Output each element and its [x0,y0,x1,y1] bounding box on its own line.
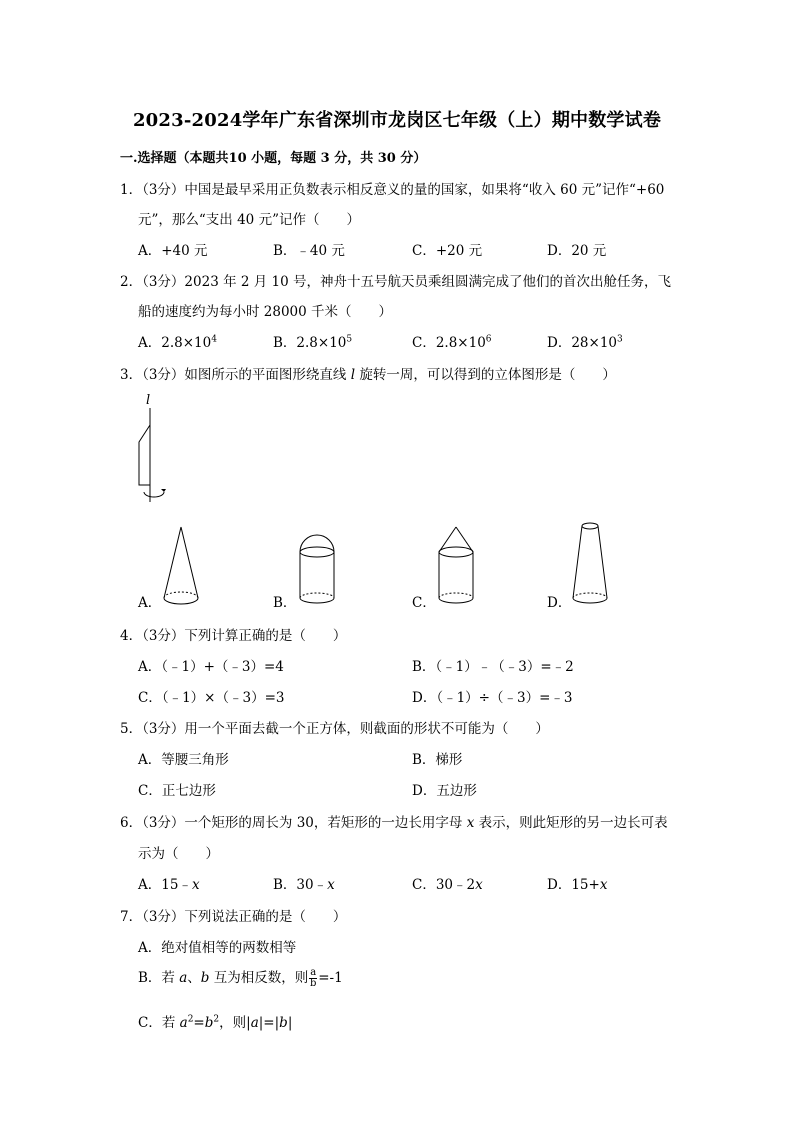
q7-option-b-post: =-1 [318,970,343,986]
q6-option-b-text: B．30﹣ [273,877,328,893]
q7-option-b-denominator: b [310,978,317,989]
q3-option-d: D． [547,595,572,611]
q6-stem-post: 表示，则此矩形的另一边长可表 [474,815,668,831]
q3-option-a-cone-figure [162,524,212,609]
q6-stem-pre: 6．（3分）一个矩形的周长为 30，若矩形的一边长用字母 [120,815,467,831]
q6-option-a [138,873,200,893]
q2-option-a-base: A．2.8×10 [138,335,212,351]
q6-option-d-text: D．15+ [547,877,600,893]
q4-option-c: C．（﹣1）×（﹣3）=3 [138,690,285,706]
q5-option-a: A．等腰三角形 [138,752,229,768]
q2-option-c-base: C．2.8×10 [412,335,486,351]
q2-option-d-base: D．28×10 [547,335,617,351]
q6-stem-line2: 示为（ ） [138,846,219,862]
q7-option-b-var-b: b [200,970,210,986]
q1-stem-line2: 元”，那么“支出 40 元”记作（ ） [138,212,360,228]
q3-axis-label: l [146,393,151,408]
q1-option-a: A．+40 元 [138,243,208,259]
q2-option-c-exp: 6 [485,334,492,345]
q7-option-b-pre: B．若 [138,970,180,986]
q2-option-d [547,331,623,351]
q3-stem-pre: 3．（3分）如图所示的平面图形绕直线 [120,367,351,383]
q7-option-c-eq: = [193,1015,205,1031]
q6-stem-line1 [120,811,668,831]
q7-option-c-var-b2: b [279,1015,288,1031]
q4-stem: 4．（3分）下列计算正确的是（ ） [120,628,347,644]
q2-option-c [412,331,492,351]
q3-option-c: C． [412,595,436,611]
q7-option-c-pre: C．若 [138,1015,180,1031]
q4-option-d: D．（﹣1）÷（﹣3）=﹣3 [412,690,573,706]
q7-option-c-end: | [287,1015,293,1031]
q3-option-d-frustum-figure [570,518,620,608]
q7-option-b-mid: 互为相反数，则 [209,970,309,986]
q7-option-c-exp2: 2 [213,1014,220,1025]
q2-option-b-exp: 5 [346,334,353,345]
q6-option-c-text: C．30﹣2 [412,877,476,893]
q2-stem-line2: 船的速度约为每小时 28000 千米（ ） [138,304,393,320]
q5-stem: 5．（3分）用一个平面去截一个正方体，则截面的形状不可能为（ ） [120,721,549,737]
q6-option-c [412,873,483,893]
q1-stem-line1: 1．（3分）中国是最早采用正负数表示相反意义的量的国家，如果将“收入 60 元”记作“+60 [120,182,665,198]
q3-stem [120,363,616,383]
q3-plane-figure [130,390,190,510]
q1-option-b: B．﹣40 元 [273,243,345,259]
q7-option-c-var-b: b [204,1015,214,1031]
q7-option-c-var-a: a [179,1015,188,1031]
q7-option-b [138,966,343,989]
q3-option-c-cone-cylinder-figure [437,524,487,609]
q1-option-c: C．+20 元 [412,243,483,259]
q4-option-b: B．（﹣1）﹣（﹣3）=﹣2 [412,659,574,675]
q3-option-a: A． [138,595,162,611]
page-title: 2023-2024学年广东省深圳市龙岗区七年级（上）期中数学试卷 [132,110,662,131]
q1-option-d: D．20 元 [547,243,607,259]
q3-stem-var: l [350,367,356,383]
q7-stem: 7．（3分）下列说法正确的是（ ） [120,909,347,925]
q4-option-a: A．（﹣1）+（﹣3）=4 [138,659,284,675]
q3-option-b: B． [273,595,297,611]
q6-option-b-var: x [327,877,335,893]
q6-stem-var: x [466,815,475,831]
q2-option-b [273,331,352,351]
q7-option-b-fraction [309,968,317,989]
q3-option-b-dome-cylinder-figure [298,524,348,609]
q2-option-a-exp: 4 [211,334,217,345]
q6-option-d [547,873,607,893]
q2-option-b-base: B．2.8×10 [273,335,347,351]
q7-option-b-var-a: a [179,970,188,986]
q7-option-c [138,1011,292,1031]
q2-option-a [138,331,217,351]
section-heading: 一.选择题（本题共10 小题，每题 3 分，共 30 分） [120,151,427,166]
q2-stem-line1: 2．（3分）2023 年 2 月 10 号，神舟十五号航天员乘组圆满完成了他们的首次出舱任务，飞 [120,274,672,290]
q6-option-a-var: x [191,877,200,893]
q5-option-b: B．梯形 [412,752,463,768]
q2-option-d-exp: 3 [617,334,623,345]
q5-option-c: C．正七边形 [138,783,216,799]
q7-option-c-mid: ，则| [219,1015,251,1031]
q6-option-d-var: x [599,877,608,893]
q6-option-a-text: A．15﹣ [138,877,192,893]
q7-option-b-sep: 、 [187,970,201,986]
q3-stem-post: 旋转一周，可以得到的立体图形是（ ） [355,367,616,383]
q6-option-c-var: x [475,877,483,893]
q7-option-c-bar: |=| [258,1015,280,1031]
q7-option-a: A．绝对值相等的两数相等 [138,940,297,956]
q6-option-b [273,873,335,893]
q7-option-c-var-a2: a [250,1015,259,1031]
q5-option-d: D．五边形 [412,783,477,799]
q7-option-b-numerator: a [310,967,317,978]
q7-option-c-exp1: 2 [187,1014,194,1025]
